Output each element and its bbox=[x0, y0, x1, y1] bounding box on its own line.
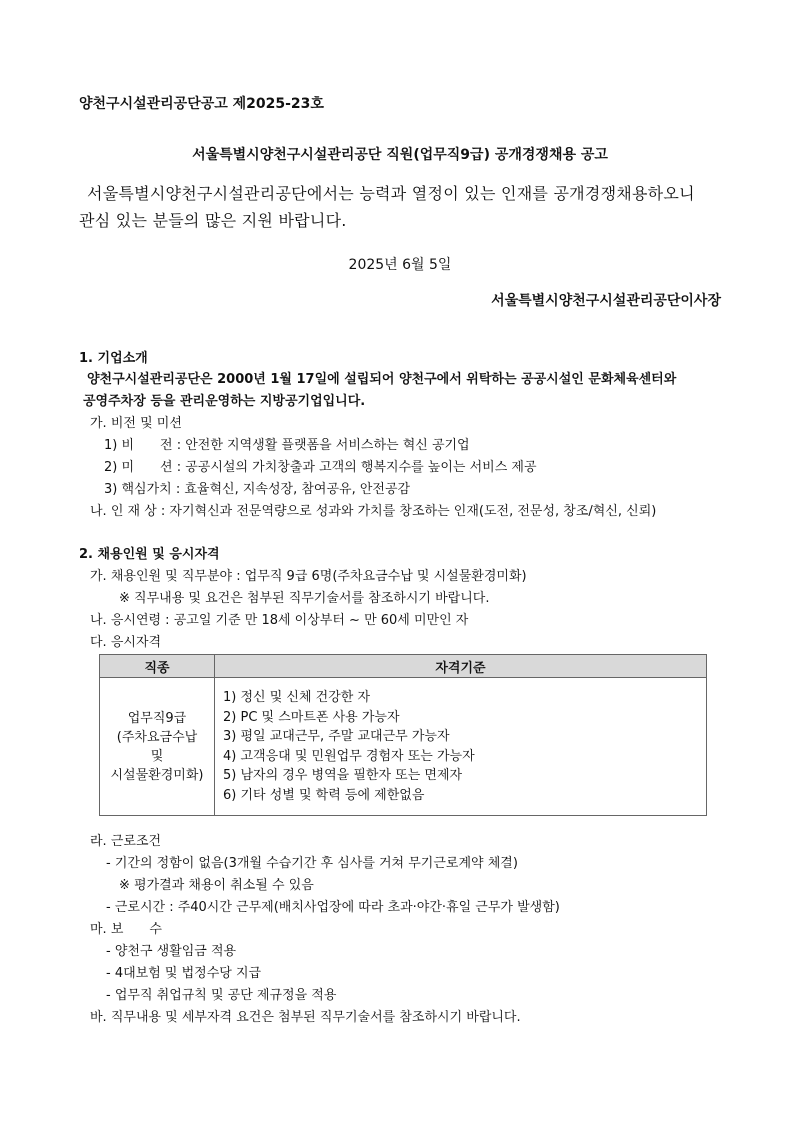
talent-profile: 나. 인 재 상 : 자기혁신과 전문역량으로 성과와 가치를 창조하는 인재(도전, 전문성, 창조/혁신, 신뢰) bbox=[90, 504, 657, 519]
core-values-item: 3) 핵심가치 : 효율혁신, 지속성장, 참여공유, 안전공감 bbox=[104, 482, 411, 497]
age-requirement: 나. 응시연령 : 공고일 기준 만 18세 이상부터 ~ 만 60세 미만인 자 bbox=[90, 613, 469, 628]
recruitment-count: 가. 채용인원 및 직무분야 : 업무직 9급 6명(주차요금수납 및 시설물환경미화) bbox=[90, 569, 527, 584]
intro-line-1: 서울특별시양천구시설관리공단에서는 능력과 열정이 있는 인재를 공개경쟁채용하오니 bbox=[87, 184, 695, 203]
vision-item: 1) 비 전 : 안전한 지역생활 플랫폼을 서비스하는 혁신 공기업 bbox=[104, 438, 470, 453]
compensation-item: - 양천구 생활임금 적용 bbox=[106, 944, 237, 959]
working-hours: - 근로시간 : 주40시간 근무제(배치사업장에 따라 초과·야간·휴일 근무가 발생함) bbox=[106, 900, 560, 915]
criteria-item: 4) 고객응대 및 민원업무 경험자 또는 가능자 bbox=[223, 748, 475, 764]
section-1-desc-line-2: 공영주차장 등을 관리운영하는 지방공기업입니다. bbox=[83, 394, 366, 409]
criteria-item: 2) PC 및 스마트폰 사용 가능자 bbox=[223, 709, 400, 725]
announcement-date: 2025년 6월 5일 bbox=[348, 257, 452, 273]
criteria-cell bbox=[215, 678, 707, 816]
section-1-heading: 1. 기업소개 bbox=[79, 351, 148, 366]
job-type-cell bbox=[100, 678, 215, 816]
vision-mission-subheading: 가. 비전 및 미션 bbox=[90, 416, 182, 431]
intro-line-2: 관심 있는 분들의 많은 지원 바랍니다. bbox=[79, 211, 347, 230]
page-title: 서울특별시양천구시설관리공단 직원(업무직9급) 공개경쟁채용 공고 bbox=[192, 147, 608, 163]
job-type-line: (주차요금수납 bbox=[116, 729, 198, 745]
job-description-note: ※ 직무내용 및 요건은 첨부된 직무기술서를 참조하시기 바랍니다. bbox=[119, 591, 490, 606]
working-conditions-subheading: 라. 근로조건 bbox=[90, 834, 162, 849]
cancellation-note: ※ 평가결과 채용이 취소될 수 있음 bbox=[119, 878, 314, 893]
job-type-line: 업무직9급 bbox=[127, 710, 187, 726]
column-header-job: 직종 bbox=[100, 655, 215, 678]
notice-number: 양천구시설관리공단공고 제2025-23호 bbox=[79, 96, 324, 112]
column-header-criteria: 자격기준 bbox=[215, 655, 707, 678]
job-detail-note: 바. 직무내용 및 세부자격 요건은 첨부된 직무기술서를 참조하시기 바랍니다. bbox=[90, 1010, 521, 1025]
qualifications-table bbox=[99, 654, 707, 816]
job-type-line: 및 bbox=[150, 748, 164, 764]
section-1-desc-line-1: 양천구시설관리공단은 2000년 1월 17일에 설립되어 양천구에서 위탁하는 공공시설인 문화체육센터와 bbox=[87, 372, 677, 387]
criteria-item: 6) 기타 성별 및 학력 등에 제한없음 bbox=[223, 787, 425, 803]
criteria-item: 3) 평일 교대근무, 주말 교대근무 가능자 bbox=[223, 729, 450, 744]
section-2-heading: 2. 채용인원 및 응시자격 bbox=[79, 547, 220, 562]
job-type-line: 시설물환경미화) bbox=[110, 767, 204, 783]
contract-term: - 기간의 정함이 없음(3개월 수습기간 후 심사를 거쳐 무기근로계약 체결) bbox=[106, 856, 518, 871]
qualifications-subheading: 다. 응시자격 bbox=[90, 635, 162, 650]
table-row bbox=[100, 678, 707, 816]
issuer: 서울특별시양천구시설관리공단이사장 bbox=[491, 293, 721, 309]
compensation-item: - 4대보험 및 법정수당 지급 bbox=[106, 966, 262, 981]
compensation-subheading: 마. 보 수 bbox=[90, 922, 162, 937]
criteria-item: 1) 정신 및 신체 건강한 자 bbox=[223, 690, 371, 705]
criteria-item: 5) 남자의 경우 병역을 필한자 또는 면제자 bbox=[223, 768, 463, 783]
compensation-item: - 업무직 취업규칙 및 공단 제규정을 적용 bbox=[106, 988, 337, 1003]
mission-item: 2) 미 션 : 공공시설의 가치창출과 고객의 행복지수를 높이는 서비스 제공 bbox=[104, 460, 537, 475]
